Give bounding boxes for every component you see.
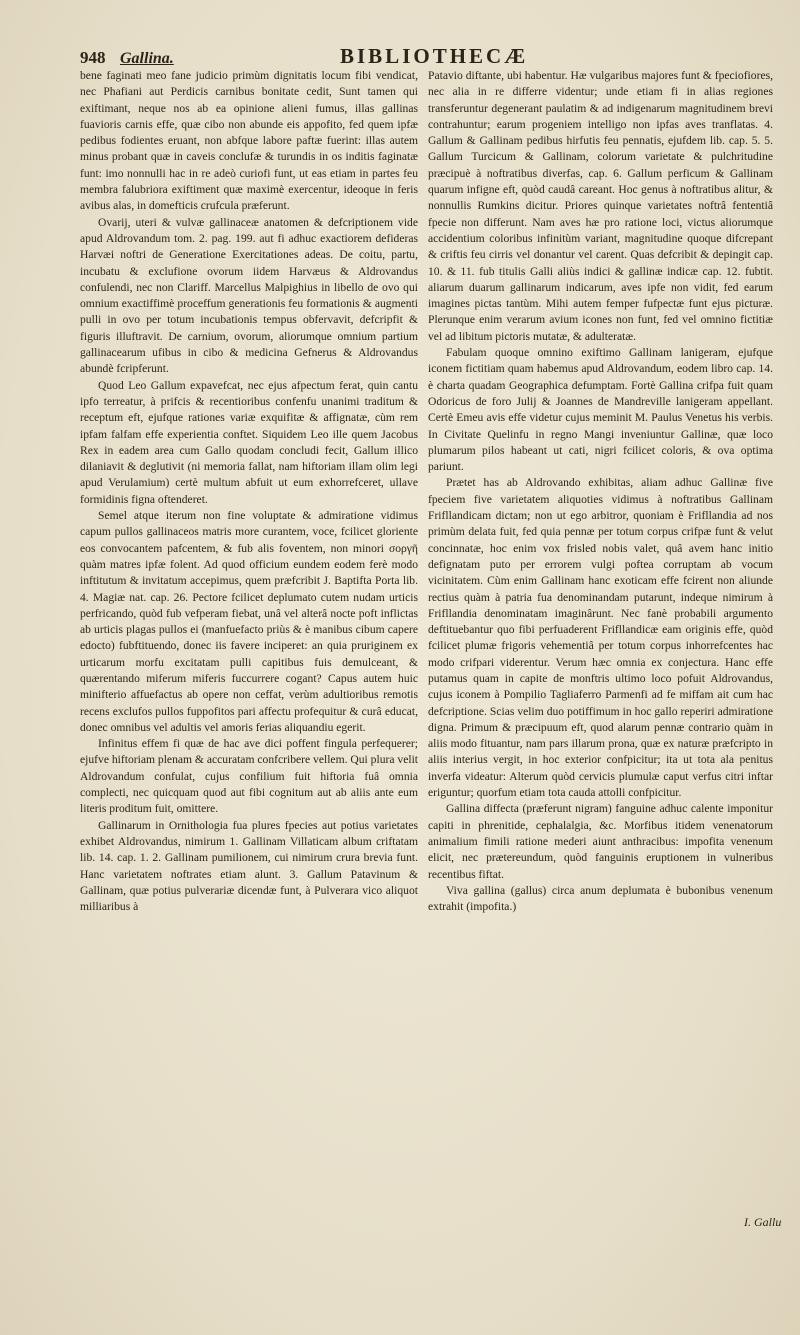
paragraph: Prætet has ab Aldrovando exhibitas, aliam adhuc Gallinæ five fpeciem five varietatem aliquoties vidimus à noftratibus Gallinam Frifllandicam dictam; non ut ego arbitror, quoniam è Frifllandia ad nos primùm delata fuit, fed quia pennæ per totum corpus crifpæ funt & velut concinnatæ, hoc enim vox frisled nobis valet, quâ avem hanc initio defignatam puto per errorem vulgi poftea corruptam ab vocum vicinitatem. Cùm enim Gallinam hanc exoticam effe fcirent non aliunde rectius quàm à patria fua denominandam putarunt, indeque nimirum à Frifllandia denominatam imaginârunt. Nec fanè probabili argumento deftituebantur quo fibi perfuaderent Frifllandicæ eam originis effe, quòd fcilicet plumæ frigoris vehementiâ per totum corpus inhorrefcentes hac modo crifpari viderentur. Verum hæc omnia ex conjectura. Hanc effe putamus quam in capite de monftris ultimo loco pofuit Aldrovandus, cujus iconem à Pompilio Tagliaferro Parmenfi ad fe miffam ait cum hac defcriptione. Scias velim duo potiffimum in hoc gallo reperiri admiratione digna. Primum & præcipuum eft, quod alarum pennæ contrario quàm in aliis modo fituantur, nam pars illarum prona, quæ ex naturæ præfcripto in aliis interius vergit, in hoc exterior confpicitur; ita ut tota ala penitus inverfa videatur: Alterum quòd cervicis plumulæ caput verfus citri inftar eriguntur; quorfum etiam tota cauda attolli confpicitur. [428, 476, 773, 800]
paragraph: Quod Leo Gallum expavefcat, nec ejus afpectum ferat, quin cantu ipfo terreatur, à prifcis & recentioribus confenfu unanimi traditum & receptum eft, ejufque rationes variæ exquifitæ & affignatæ, cùm rem ipfam falfam effe experientia conftet. Siquidem Leo ille quem Jacobus Rex in eadem area cum Gallo quodam concludi fecit, Gallum illico dilaniavit & deglutivit (ni memoria fallat, nam hiftoriam illam olim legi apud Verulamium) certè multum abfuit ut eum exhorrefceret, ullave formidinis figna oftenderet. [80, 378, 418, 506]
left-column [80, 68, 418, 915]
right-column [428, 68, 773, 915]
page-number: 948 [80, 48, 106, 67]
book-title: BIBLIOTHECÆ [340, 44, 529, 68]
paragraph: Ovarij, uteri & vulvæ gallinaceæ anatomen & defcriptionem vide apud Aldrovandum tom. 2. pag. 199. aut fi adhuc exactiorem defideras Harvæi noftri de Generatione Exercitationes adeas. De coitu, partu, incubatu & exclufione ovorum iidem Harvæus & Aldrovandus confulendi, nec non Clariff. Marcellus Malpighius in libello de ovo qui omnium exactiffimè proceffum generationis feu formationis & augmenti pulli in ovo per totum incubationis tempus obfervavit, defcripfit & figuris illuftravit. De carnium, ovorum, aliorumque omnium partium gallinacearum ufibus in cibo & medicina Gefnerus & Aldrovandus abundè fcripferunt. [80, 215, 418, 376]
paragraph: Fabulam quoque omnino exiftimo Gallinam lanigeram, ejufque iconem fictitiam quam habemus apud Aldrovandum, eodem libro cap. 14. è charta quadam Geographica defumptam. Fortè Gallina crifpa fuit quam Odoricus de foro Julij & Joannes de Mandreville lanigeram appellant. Certè Emeu avis effe videtur cujus meminit M. Paulus Venetus his verbis. In Civitate Quelinfu in regno Mangi inveniuntur Gallinæ, quæ loco plumarum pilos habeant ut cati, nigri fcilicet coloris, & ova optima pariunt. [428, 346, 773, 474]
paragraph: Semel atque iterum non fine voluptate & admiratione vidimus capum pullos gallinaceos matris more curantem, voce, fcilicet gloriente eos convocantem pafcentem, & fub alis foventem, non minori σοργῆ quàm matres ipfæ folent. Ad quod officium eundem eodem ferè modo inftitutum & invitatum accepimus, quem præfcribit J. Baptifta Porta lib. 4. Magiæ nat. cap. 26. Pectore fcilicet deplumato cutem nudam urticis perfricando, quòd fub vefperam fiebat, unâ vel alterâ nocte poft inflictas ab urticis plagas pullos ei (manfuefacto priùs & è manibus cibum capere edocto) fubftituendo, donec iis favere inciperet: an quia pruriginem ex urticarum morfu excitatam pulli capitibus fuis demulceant, & quærentando miferum miferis fuccurrere cogant? Capus autem huic minifterio affuefactus ab opere non ceffat, verùm adultioribus remotis recens exclufos pullos fuppofitos pari affectu profequitur & curâ educat, donec omnibus vel adultis vel amoris ferias aliquandiu egerit. [80, 509, 418, 734]
page-header [80, 44, 770, 70]
paragraph: Infinitus effem fi quæ de hac ave dici poffent fingula perfequerer; ejufve hiftoriam plenam & accuratam confcribere vellem. Qui plura velit Aldrovandum confulat, cujus confilium fuit hiftoria fuâ omnia complecti, nec quicquam quod aut fibi cognitum aut ab aliis ante eum literis proditum fuit, omittere. [80, 737, 419, 816]
catchword: I. Gallu [744, 1215, 782, 1229]
paragraph: Viva gallina (gallus) circa anum deplumata è bubonibus venenum extrahit (impofita.) [428, 883, 773, 914]
paragraph: bene faginati meo fane judicio primùm dignitatis locum fibi vendicat, nec Phafiani aut Perdicis carnibus bonitate cedit, Sunt tamen qui exiftimant, neque nos ab ea opinione alieni fumus, illas gallinas fuavioris carnis effe, quæ cibo non abunde eis appofito, fed quem ipfæ pedibus fodientes eruant, non abfque labore paftæ fuerint: illas autem minus probant quæ in caveis conclufæ & turundis in os inditis faginatæ funt: imo nonnulli hac in re adeò curiofi funt, ut eas etiam in partes feu membra falubriora exiftiment quæ maximè exercentur, ideoque in feris avibus alas, in domefticis crufcula præferunt. [80, 69, 418, 213]
paragraph: Gallinarum in Ornithologia fua plures fpecies aut potius varietates exhibet Aldrovandus, nimirum 1. Gallinam Villaticam album criftatam lib. 14. cap. 1. 2. Gallinam pumilionem, cui nimirum crura brevia funt. Hanc varietatem noftrates etiam alunt. 3. Gallum Patavinum & Gallinam, quæ potius pulverariæ dicendæ funt, à Pulverara vico aliquot milliaribus à [80, 818, 418, 914]
running-head: Gallina. [120, 50, 174, 67]
paragraph: Gallina diffecta (præferunt nigram) fanguine adhuc calente imponitur capiti in phrenitide, cephalalgia, &c. Morfibus itidem venenatorum animalium fimili ratione mederi aiunt anthracibus: impofita venenum elicit, nec prætereundum, quòd fanguinis eruptionem in vulneribus recentibus fiftat. [428, 802, 773, 881]
paragraph: Patavio diftante, ubi habentur. Hæ vulgaribus majores funt & fpeciofiores, nec alia in re differre videntur; unde etiam fi in alias regiones transferuntur degenerant paulatim & ad indigenarum magnitudinem brevi contrahuntur; earum progeniem intelligo non ipfas aves tranflatas. 4. Gallum & Gallinam pedibus hirfutis feu pennatis, ejufdem lib. cap. 5. 5. Gallum Turcicum & Gallinam, colorum varietate & pulchritudine præcipuè à noftratibus diverfas, cap. 6. Gallum perficum & Gallinam quarum infigne eft, quòd caudâ careant. Hoc genus à noftratibus alitur, & nonnullis Rumkins dicitur. Priores quinque varietates noftrâ fententiâ fpecie non differunt. Nam aves hæ pro ratione loci, victus aliorumque accidentium coloribus infinitùm variant, magnitudine quoque difcrepant & criftis feu cirris vel donantur vel carent. Quas defcribit & depingit cap. 10. & 11. fub titulis Galli aliùs indici & gallinæ indicæ cap. 12. fubtit. aliarum duarum gallinarum indicarum, aves ipfe non vidit, fed earum imagines pictas tantùm. Mihi autem femper fufpectæ funt ejus picturæ. Plerunque enim verarum avium icones non funt, fed vel omnino fictitiæ vel ad libitum pictoris mutatæ, & adulteratæ. [428, 69, 773, 343]
